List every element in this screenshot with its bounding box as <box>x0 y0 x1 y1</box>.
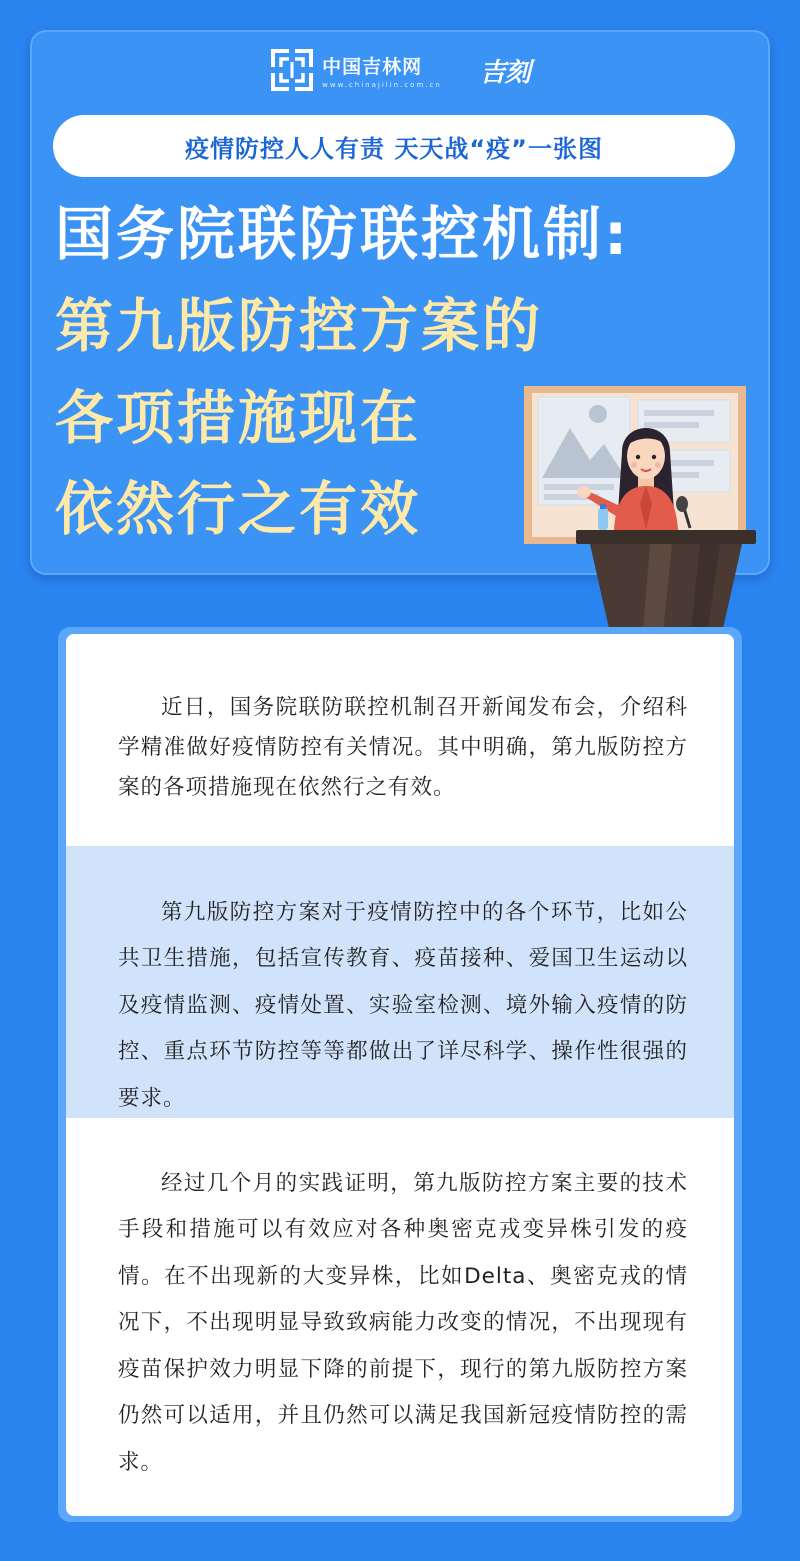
paragraph-intro: 近日，国务院联防联控机制召开新闻发布会，介绍科学精准做好疫情防控有关情况。其中明确，第九版防控方案的各项措施现在依然行之有效。 <box>118 694 688 800</box>
content-card <box>66 634 734 1516</box>
speaker-at-podium-icon <box>520 380 760 645</box>
paragraph-measures: 第九版防控方案对于疫情防控中的各个环节，比如公共卫生措施，包括宣传教育、疫苗接种、爱国卫生运动以及疫情监测、疫情处置、实验室检测、境外输入疫情的防控、重点环节防控等等都做出了详尽科学、操作性很强的要求。 <box>118 899 688 1111</box>
site-domain: www.chinajilin.com.cn <box>322 80 442 89</box>
title-line-4: 依然行之有效 <box>55 475 422 543</box>
paragraph-conclusion: 经过几个月的实践证明，第九版防控方案主要的技术手段和措施可以有效应对各种奥密克戎变异株引发的疫情。在不出现新的大变异株，比如Delta、奥密克戎的情况下，不出现明显导致致病能力改变的情况，不出现现有疫苗保护效力明显下降的前提下，现行的第九版防控方案仍然可以适用，并且仍然可以满足我国新冠疫情防控的需求。 <box>118 1170 688 1475</box>
tagline-banner: 疫情防控人人有责 天天战“疫”一张图 <box>53 115 735 177</box>
chinajilin-logo-icon <box>270 48 314 92</box>
site-name: 中国吉林网 <box>322 55 423 78</box>
jike-logo[interactable]: 吉刻 <box>479 57 530 88</box>
chinajilin-logo[interactable] <box>270 48 442 92</box>
title-line-1: 国务院联防联控机制: <box>55 200 631 268</box>
title-line-2: 第九版防控方案的 <box>55 292 544 360</box>
logo-bar <box>0 45 800 95</box>
title-line-3: 各项措施现在 <box>55 384 422 452</box>
